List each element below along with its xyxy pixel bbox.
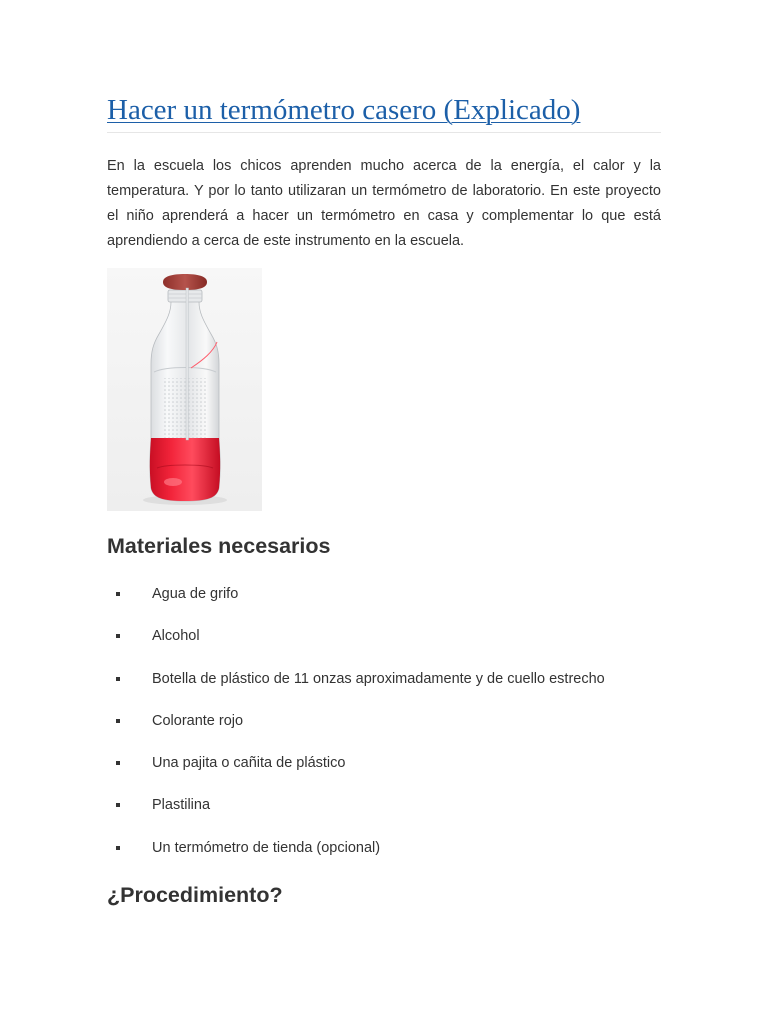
bullet-icon: [116, 634, 120, 638]
bullet-icon: [116, 677, 120, 681]
bullet-icon: [116, 761, 120, 765]
bullet-icon: [116, 846, 120, 850]
list-item-label: Agua de grifo: [152, 586, 239, 602]
list-item: [107, 838, 661, 880]
list-item: [107, 626, 661, 668]
intro-paragraph: En la escuela los chicos aprenden mucho acerca de la energía, el calor y la temperatura. Y por lo tanto utilizaran un termómetro de laboratorio. En este proyecto el niño aprenderá a hacer un termómetro en casa y complementar lo que está aprendiendo a cerca de este instrumento en la escuela.: [107, 158, 661, 249]
thermometer-bottle-photo: [107, 268, 262, 511]
list-item-label: Una pajita o cañita de plástico: [152, 755, 346, 772]
list-item-label: Botella de plástico de 11 onzas aproximadamente y de cuello estrecho: [152, 670, 605, 687]
list-item-label: Plastilina: [152, 797, 211, 814]
list-item-label: Alcohol: [152, 628, 200, 645]
materials-heading: Materiales necesarios: [107, 534, 331, 558]
list-item: [107, 669, 661, 711]
procedure-heading: ¿Procedimiento?: [107, 883, 283, 907]
bullet-icon: [116, 592, 120, 596]
materials-list: [107, 584, 661, 880]
bullet-icon: [116, 803, 120, 807]
list-item: [107, 795, 661, 837]
bullet-icon: [116, 719, 120, 723]
article-title-link[interactable]: Hacer un termómetro casero (Explicado): [107, 94, 581, 126]
list-item: [107, 584, 661, 626]
title-divider: [107, 132, 661, 133]
list-item: [107, 711, 661, 753]
list-item: [107, 753, 661, 795]
list-item-label: Colorante rojo: [152, 712, 244, 729]
list-item-label: Un termómetro de tienda (opcional): [152, 839, 381, 856]
